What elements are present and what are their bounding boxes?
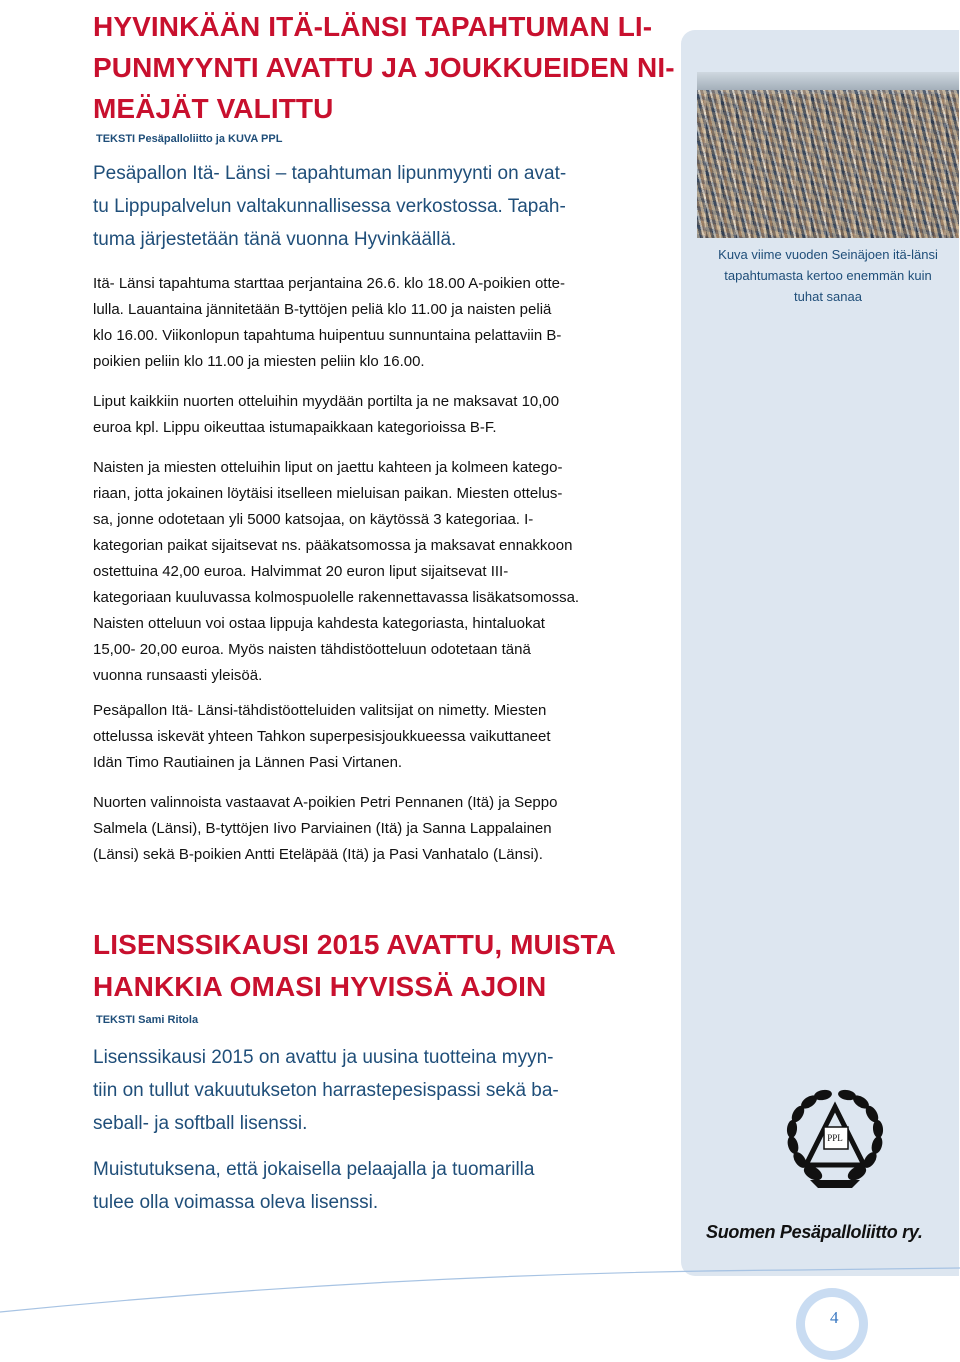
emblem-letters: PPL: [827, 1133, 843, 1143]
article-2-byline: TEKSTI Sami Ritola: [96, 1014, 199, 1026]
article-1-paragraph-categories: Naisten ja miesten otteluihin liput on jaettu kahteen ja kolmeen katego- riaan, jotta jokainen löytäisi itselleen mieluisan paikan. Miesten ottelus- sa, jonne odotetaan yli 5000 katsojaa, on käytössä 3 kategoriaa. I- kategorian paikat sijaitsevat ns. pääkatsomossa ja maksavat ennakkoon ostettuina 42,00 euroa. Halvimmat 20 euron liput sijaitsevat III- kategoriaan kuuluvassa kolmospuolelle rakennettavassa lisäkatsomossa. Naisten otteluun voi ostaa lippuja kahdesta kategoriasta, hintaluokat 15,00- 20,00 euroa. Myös naisten tähdistöotteluun odotetaan tänä vuonna runsaasti yleisöä.: [93, 459, 580, 684]
organization-name: Suomen Pesäpalloliitto ry.: [706, 1222, 923, 1242]
article-1-paragraph-schedule: Itä- Länsi tapahtuma starttaa perjantaina 26.6. klo 18.00 A-poikien otte- lulla. Lauantaina jännitetään B-tyttöjen peliä klo 11.00 ja naisten peliä klo 16.00. Viikonlopun tapahtuma huipentuu sunnuntaina pelattaviin B- poikien peliin klo 11.00 ja miesten peliin klo 16.00.: [93, 275, 565, 370]
article-2-reminder: Muistutuksena, että jokaisella pelaajalla ja tuomarilla tulee olla voimassa oleva lisenssi.: [93, 1159, 535, 1213]
crowd-photo: [697, 72, 959, 238]
article-1-headline: HYVINKÄÄN ITÄ-LÄNSI TAPAHTUMAN LI- PUNMYYNTI AVATTU JA JOUKKUEIDEN NI- MEÄJÄT VALITTU: [93, 11, 675, 124]
article-1-lead: Pesäpallon Itä- Länsi – tapahtuman lipunmyynti on avat- tu Lippupalvelun valtakunnallisessa verkostossa. Tapah- tuma järjestetään tänä vuonna Hyvinkäällä.: [93, 163, 567, 250]
article-2: [93, 924, 633, 1026]
article-1-paragraph-youth-selectors: Nuorten valinnoista vastaavat A-poikien Petri Pennanen (Itä) ja Seppo Salmela (Länsi), B-tyttöjen Iivo Parviainen (Itä) ja Sanna Lappalainen (Länsi) sekä B-poikien Antti Eteläpää (Itä) ja Pasi Vanhatalo (Länsi).: [93, 794, 558, 863]
article-1-paragraph-selectors: Pesäpallon Itä- Länsi-tähdistöotteluiden valitsijat on nimetty. Miesten ottelussa iskevät yhteen Tahkon superpesisjoukkueessa vaikuttaneet Idän Timo Rautiainen ja Lännen Pasi Virtanen.: [93, 702, 551, 771]
article-1-byline: TEKSTI Pesäpalloliitto ja KUVA PPL: [96, 133, 283, 145]
article-2-lead: Lisenssikausi 2015 on avattu ja uusina tuotteina myyn- tiin on tullut vakuutukseton harrastepesispassi sekä ba- seball- ja softball lisenssi.: [93, 1047, 559, 1134]
pesapalloliitto-emblem-icon: [780, 1085, 890, 1195]
photo-caption: Kuva viime vuoden Seinäjoen itä-länsi tapahtumasta kertoo enemmän kuin tuhat sanaa: [718, 247, 938, 304]
article-1-paragraph-youth-tickets: Liput kaikkiin nuorten otteluihin myydään portilta ja ne maksavat 10,00 euroa kpl. Lippu oikeuttaa istumapaikkaan kategorioissa B-F.: [93, 393, 560, 436]
page-number: 4: [830, 1308, 839, 1327]
article-2-headline: LISENSSIKAUSI 2015 AVATTU, MUISTA HANKKIA OMASI HYVISSÄ AJOIN: [93, 929, 616, 1002]
article-1: [93, 6, 675, 256]
